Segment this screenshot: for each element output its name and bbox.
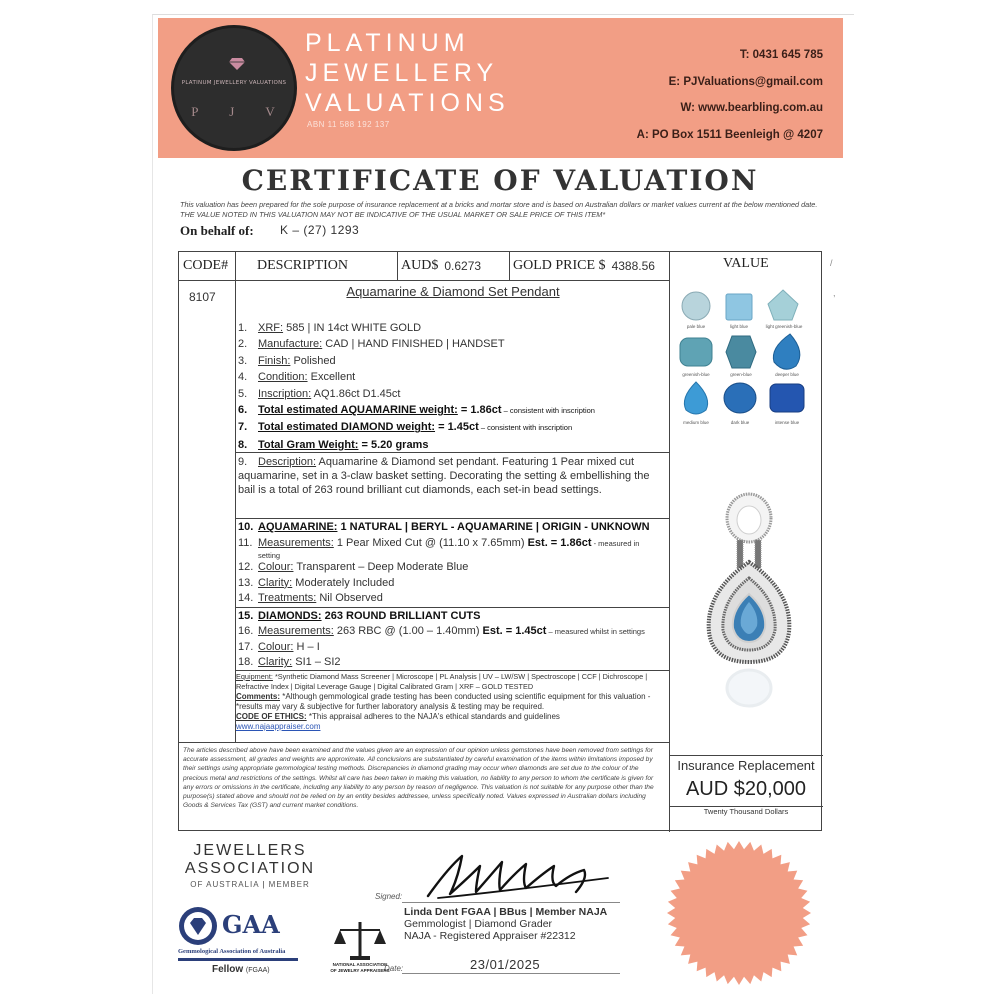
gem-swatch: [684, 382, 707, 414]
spec-row: [238, 402, 595, 419]
spec-label: Manufacture:: [258, 338, 323, 351]
signer-name: Linda Dent FGAA | BBus | Member NAJA: [404, 906, 608, 918]
spec-number: 3.: [238, 354, 248, 367]
naja-label: NATIONAL ASSOCIATION OF JEWELRY APPRAISERS: [330, 962, 390, 973]
spec-number: 8.: [238, 438, 248, 451]
spec-label: Treatments:: [258, 592, 317, 605]
estimate-value: Est. = 1.86ct: [527, 536, 592, 549]
spec-label: Clarity:: [258, 656, 293, 669]
code-header: CODE#: [183, 258, 229, 273]
gem-swatch: [680, 338, 712, 366]
jaa-member: MEMBER: [268, 880, 310, 889]
swatch-label: green-blue: [730, 372, 752, 377]
equipment-label: Equipment:: [236, 672, 273, 681]
comments-label: Comments:: [236, 692, 281, 701]
abn-number: ABN 11 588 192 137: [307, 120, 390, 129]
spec-number: 16.: [238, 625, 254, 638]
spec-row: [238, 419, 595, 436]
spec-row: [238, 640, 645, 655]
aquamarine-section: [238, 520, 650, 607]
spec-row: [238, 655, 645, 670]
equipment-section: [236, 672, 669, 732]
gaa-rule: [178, 958, 298, 961]
spec-label: Clarity:: [258, 576, 293, 589]
gaa-emblem-icon: [178, 906, 218, 946]
spec-number: 12.: [238, 561, 254, 574]
spec-number: 18.: [238, 656, 254, 669]
comments-body: *Although gemmological grade testing has been conducted using scientific equipment for this valuation - *results may vary & subjective for further laboratory analysis & testing may be required.: [236, 692, 651, 711]
signer-details: [404, 906, 607, 942]
gem-swatch-grid: [670, 282, 822, 434]
margin-mark: /: [830, 258, 833, 268]
spec-label: XRF:: [258, 322, 284, 334]
spec-row: [238, 624, 645, 639]
spec-number: 15.: [238, 610, 254, 622]
margin-mark: ,: [833, 288, 836, 298]
aud-header: [401, 252, 481, 280]
spec-row: [238, 437, 595, 453]
item-specs: [238, 320, 595, 453]
naja-link[interactable]: www.najaappraiser.com: [236, 722, 321, 731]
contact-details: [637, 42, 823, 148]
spec-label: Measurements:: [258, 536, 334, 549]
spec-label: Description:: [258, 456, 317, 468]
swatch-label: greenish-blue: [682, 372, 710, 377]
gem-swatch: [726, 336, 756, 368]
spec-row: [238, 336, 595, 352]
spec-value: 263 ROUND BRILLIANT CUTS: [321, 610, 481, 622]
spec-label: Total Gram Weight:: [258, 438, 359, 451]
jaa-member-logo: [180, 842, 320, 889]
signature-line: [402, 902, 620, 903]
spec-row: [238, 591, 650, 607]
signer-registration: NAJA - Registered Appraiser #22312: [404, 930, 576, 942]
company-logo: [171, 25, 297, 151]
spec-value: Moderately Included: [292, 576, 395, 589]
spec-row: [238, 576, 650, 592]
spec-label: Condition:: [258, 371, 308, 384]
insurance-label: Insurance Replacement: [677, 758, 815, 773]
spec-value: CAD | HAND FINISHED | HANDSET: [322, 338, 505, 351]
spec-row: [238, 320, 595, 336]
diamond-icon: [229, 58, 245, 70]
spec-row: [238, 560, 650, 576]
spec-label: Measurements:: [258, 625, 334, 638]
pendant-photo: [699, 492, 799, 712]
gaa-text: GAA: [222, 910, 280, 939]
gaa-fellow-abbrev: (FGAA): [245, 967, 270, 974]
ethics-text: [236, 712, 669, 722]
spec-note: setting: [258, 551, 281, 561]
behalf-label: On behalf of:: [180, 223, 254, 238]
behalf-value: K – (27) 1293: [280, 223, 360, 237]
spec-value: 585 | IN 14ct WHITE GOLD: [283, 322, 422, 334]
comments-text: [236, 692, 669, 712]
seal-sticker: [666, 840, 812, 986]
phone-text: T: 0431 645 785: [739, 49, 823, 61]
gold-value: 4388.56: [611, 259, 655, 273]
brand-line: PLATINUM: [305, 29, 470, 57]
swatch-label: deeper blue: [775, 372, 799, 377]
spec-number: 13.: [238, 576, 254, 589]
description-text: Aquamarine & Diamond set pendant. Featuring 1 Pear mixed cut aquamarine, set in a 3-claw basket setting. Decorating the setting & embellishing the bail is a total of 263 round brilliant cut diamonds, each set-in bead settings.: [238, 456, 650, 496]
swatch-label: medium blue: [683, 420, 709, 425]
description-paragraph: [238, 455, 663, 497]
spec-value: 1 NATURAL | BERYL - AQUAMARINE | ORIGIN - UNKNOWN: [337, 521, 650, 533]
signer-title: Gemmologist | Diamond Grader: [404, 918, 553, 930]
equipment-text: [236, 672, 669, 692]
spec-value: = 1.86ct: [457, 404, 502, 417]
spec-number: 5.: [238, 387, 248, 400]
spec-number: 17.: [238, 640, 254, 653]
aud-label: AUD$: [401, 258, 439, 273]
gaa-subtitle: Gemmological Association of Australia: [178, 948, 286, 955]
spec-label: Total estimated DIAMOND weight:: [258, 421, 436, 434]
swatch-label: light blue: [729, 324, 749, 329]
disclaimer: [180, 200, 825, 219]
spec-label: AQUAMARINE:: [258, 521, 338, 533]
signed-label: Signed:: [375, 892, 403, 901]
swatch-label: intense blue: [774, 420, 800, 425]
spec-label: Total estimated AQUAMARINE weight:: [258, 404, 458, 417]
email-text: E: PJValuations@gmail.com: [668, 75, 823, 88]
spec-label: Colour:: [258, 640, 294, 653]
spec-number: 1.: [238, 322, 248, 334]
gem-swatch: [726, 294, 752, 320]
spec-note: – consistent with inscription: [478, 423, 573, 433]
seal-shape: [667, 841, 811, 985]
section-heading: [238, 609, 645, 624]
gaa-fellow: [212, 964, 270, 975]
gaa-logo: [178, 906, 298, 976]
insurance-value-words: Twenty Thousand Dollars: [703, 807, 789, 816]
spec-note: - measured in: [591, 538, 640, 548]
description-header: DESCRIPTION: [257, 258, 349, 273]
swatch-label: dark blue: [730, 420, 750, 425]
jaa-line: ASSOCIATION: [184, 860, 316, 877]
header-band: [158, 18, 843, 158]
spec-row: [238, 536, 650, 552]
spec-label: DIAMONDS:: [258, 610, 322, 622]
estimate-value: Est. = 1.45ct: [482, 625, 547, 638]
gold-label: GOLD PRICE $: [513, 258, 606, 273]
row-divider: [669, 755, 823, 756]
spec-value: H – I: [293, 640, 320, 653]
spec-value: AQ1.86ct D1.45ct: [311, 387, 401, 400]
gold-price-header: [513, 252, 655, 280]
swatch-label: pale blue: [686, 324, 706, 329]
brand-line: JEWELLERY: [305, 59, 499, 87]
spec-number: 6.: [238, 404, 248, 417]
date-label: Date:: [384, 964, 404, 973]
spec-number: 11.: [238, 536, 253, 549]
date-line: [402, 973, 620, 974]
gem-swatch: [768, 290, 798, 320]
address-text: A: PO Box 1511 Beenleigh @ 4207: [636, 128, 823, 141]
spec-value: SI1 – SI2: [292, 656, 341, 669]
spec-row: [238, 369, 595, 385]
spec-note: – consistent with inscription: [501, 406, 595, 416]
spec-number: 10.: [238, 521, 254, 533]
insurance-value: AUD $20,000: [685, 778, 807, 800]
spec-number: 4.: [238, 371, 248, 384]
spec-value: Nil Observed: [316, 592, 383, 605]
column-divider: [397, 252, 398, 280]
aquamarine-colour-chart: [670, 282, 822, 434]
gem-swatch: [770, 384, 804, 412]
equipment-list: *Synthetic Diamond Mass Screener | Microscope | PL Analysis | UV – LW/SW | Spectroscope | CCF | Dichroscope | Refractive Index | Digital Leverage Gauge | Digital Calibrated Gram | XRF – GOLD TESTED: [236, 672, 648, 691]
spec-row: [238, 386, 595, 402]
section-heading: [238, 520, 650, 536]
jaa-line: OF AUSTRALIA | MEMBER: [190, 880, 310, 889]
gem-swatch: [773, 334, 800, 369]
spec-value: = 1.45ct: [435, 421, 479, 434]
certificate-title: CERTIFICATE OF VALUATION: [241, 164, 759, 197]
column-divider: [235, 252, 236, 742]
spec-number: 9.: [238, 456, 248, 468]
disclaimer-line: THE VALUE NOTED IN THIS VALUATION MAY NOT BE INDICATIVE OF THE USUAL MARKET OR SALE PRICE OF THIS ITEM*: [180, 209, 606, 219]
spec-value: 1 Pear Mixed Cut @ (11.10 x 7.65mm): [333, 536, 528, 549]
ethics-label: CODE OF ETHICS:: [236, 712, 307, 721]
spec-note: – measured whilst in settings: [546, 627, 645, 637]
value-header: VALUE: [723, 256, 769, 271]
row-divider: [235, 607, 669, 608]
swatch-label: light greenish-blue: [765, 324, 803, 329]
jaa-org: OF AUSTRALIA: [190, 880, 260, 889]
terms-footnote: The articles described above have been examined and the values given are an expression of our opinion unless gemstones have been removed from settings for accurate assessment, all grades and weights are approximate. All conclusions are substantiated by careful examination of the items within limitations imposed by their settings using appropriate gemmological testing methods. Discrepancies in diamond grading may occur when diamonds are set due to the colour of the precious metal and restrictions of the settings. Whilst all care has been taken in making this valuation, no liability to any person to whom the certificate is given for any errors or omissions in the certificate, including any liability to any person by reason of negligence. This valuation is not suitable for any purpose other than the purpose(s) stated above and should not be relied on by an entity besides addressee, unless specifically noted. Values expressed in Australian dollars including Goods & Services Tax (GST) and current market conditions.: [183, 747, 654, 810]
spec-label: Inscription:: [258, 387, 312, 400]
item-code: 8107: [189, 290, 216, 304]
jaa-line: JEWELLERS: [193, 842, 307, 859]
spec-value: Polished: [290, 354, 336, 367]
logo-text: PLATINUM JEWELLERY VALUATIONS: [181, 80, 287, 86]
spec-value: 263 RBC @ (1.00 – 1.40mm): [333, 625, 483, 638]
row-divider: [179, 742, 669, 743]
spec-label: Colour:: [258, 561, 294, 574]
signature-image: [418, 848, 618, 906]
column-divider: [509, 252, 510, 280]
spec-number: 7.: [238, 421, 248, 434]
spec-number: 14.: [238, 592, 254, 605]
spec-value: Excellent: [307, 371, 356, 384]
gaa-fellow-label: Fellow: [212, 964, 244, 975]
gem-swatch: [724, 383, 756, 413]
valuation-table: [178, 251, 822, 831]
brand-line: VALUATIONS: [305, 89, 510, 117]
website-text: W: www.bearbling.com.au: [680, 102, 823, 114]
spec-value: = 5.20 grams: [358, 438, 429, 451]
diamonds-section: [238, 609, 645, 671]
aud-value: 0.6273: [444, 259, 482, 273]
valuation-date: 23/01/2025: [470, 957, 541, 972]
disclaimer-line: This valuation has been prepared for the sole purpose of insurance replacement at a bricks and mortar store and is based on Australian dollars or market values current at the below mentioned date.: [180, 200, 818, 209]
spec-number: 2.: [238, 338, 248, 351]
ethics-body: *This appraisal adheres to the NAJA's ethical standards and guidelines: [306, 712, 560, 721]
spec-row: [238, 353, 595, 369]
item-title: Aquamarine & Diamond Set Pendant: [346, 284, 560, 299]
brand-name: [305, 28, 510, 118]
spec-value: Transparent – Deep Moderate Blue: [293, 561, 469, 574]
row-divider: [179, 280, 669, 281]
logo-monogram: P J V: [191, 104, 289, 119]
row-divider: [235, 518, 669, 519]
spec-label: Finish:: [258, 354, 291, 367]
gem-swatch: [682, 292, 710, 320]
